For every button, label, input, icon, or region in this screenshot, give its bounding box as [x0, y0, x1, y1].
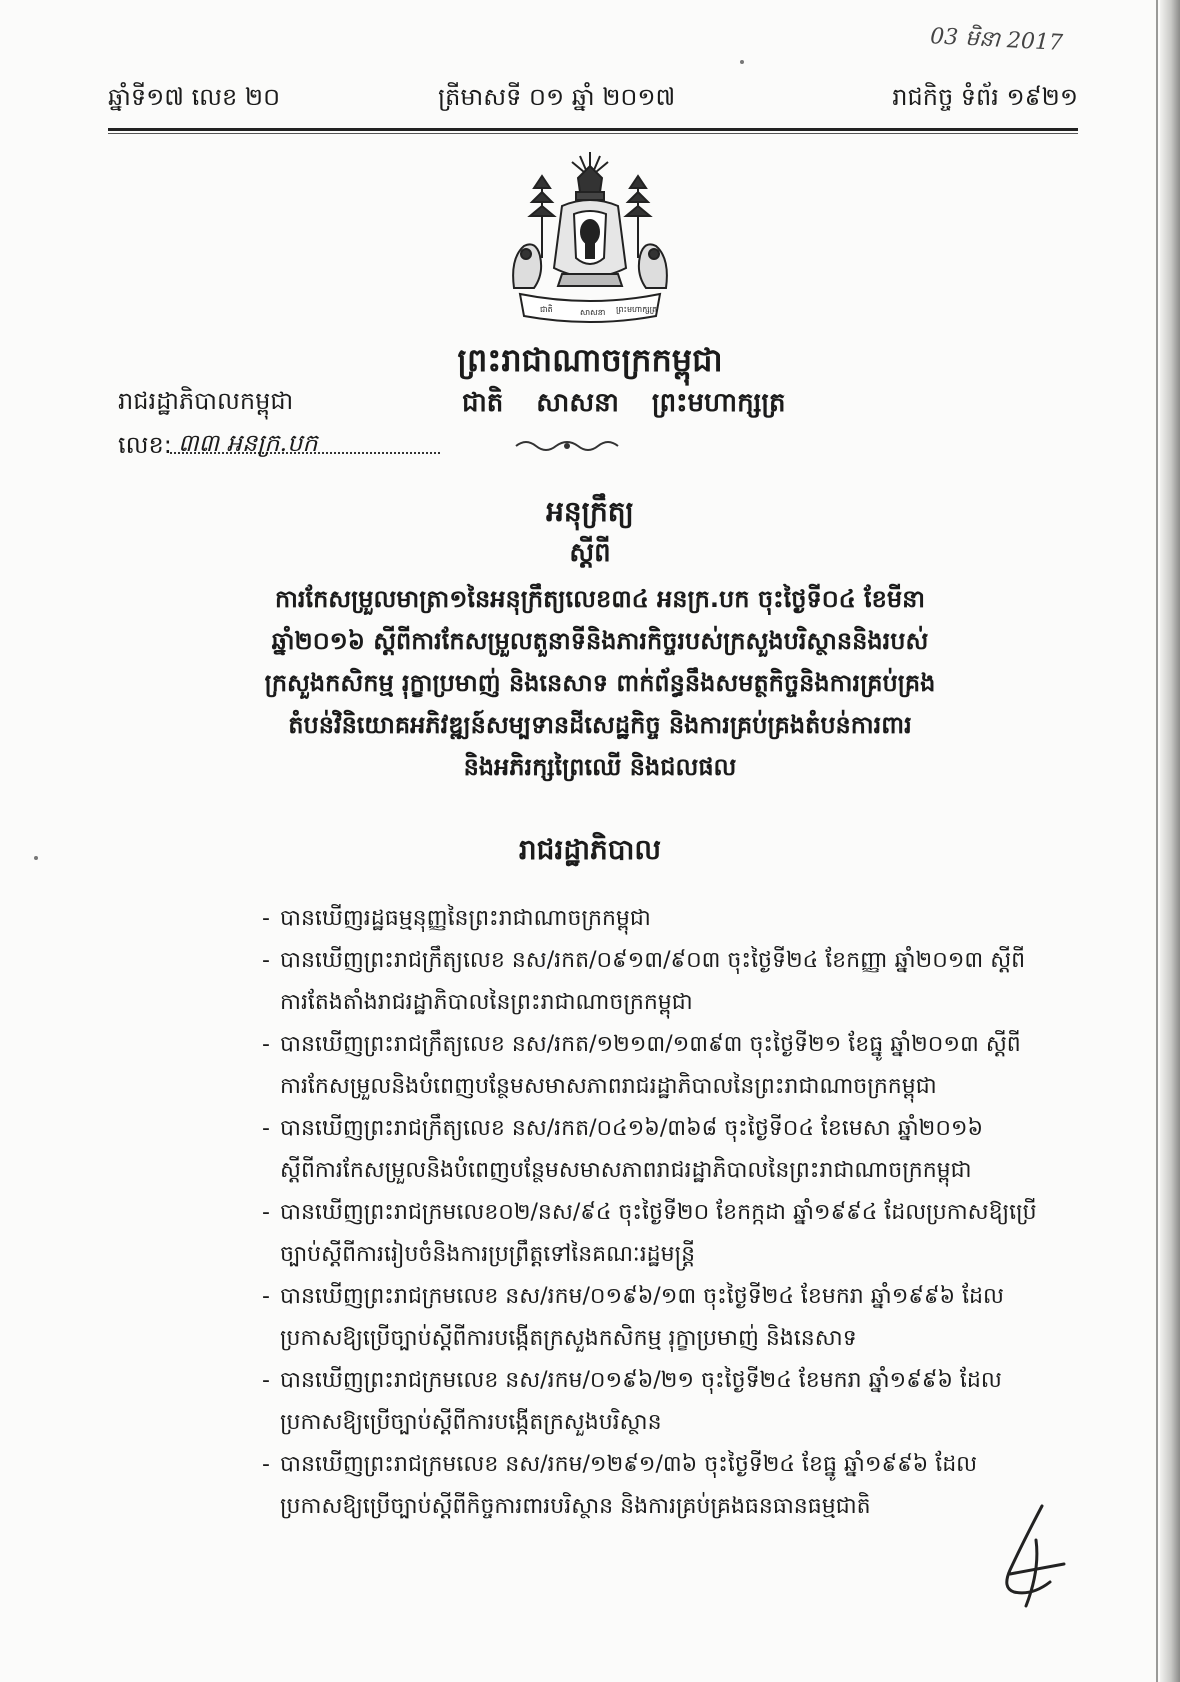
reference-line: ការកែសម្រួលនិងបំពេញបន្ថែមសមាសភាពរាជរដ្ឋាភិបាលនៃព្រះរាជាណាចក្រកម្ពុជា [280, 1074, 937, 1099]
list-dash: - [262, 1284, 270, 1309]
reference-item [262, 1276, 1042, 1360]
reference-line: ប្រកាសឱ្យប្រើច្បាប់ស្តីពីការបង្កើតក្រសួងបរិស្ថាន [280, 1410, 662, 1435]
scan-speck [740, 60, 744, 64]
reference-line: ប្រកាសឱ្យប្រើច្បាប់ស្តីពីការបង្កើតក្រសួងកសិកម្ម រុក្ខាប្រមាញ់ និងនេសាទ [280, 1326, 857, 1351]
reference-item [262, 940, 1042, 1024]
document-subject-intro: ស្តីពី [569, 538, 611, 568]
reference-line: បានឃើញព្រះរាជក្រឹត្យលេខ នស/រកត/១២១៣/១៣៩៣ ចុះថ្ងៃទី២១ ខែធ្នូ ឆ្នាំ២០១៣ ស្តីពី [280, 1032, 1021, 1057]
list-dash: - [262, 1452, 270, 1477]
reference-line: បានឃើញព្រះរាជក្រមលេខ០២/នស/៩៤ ចុះថ្ងៃទី២០ ខែកក្កដា ឆ្នាំ១៩៩៤ ដែលប្រកាសឱ្យប្រើ [280, 1200, 1037, 1225]
reference-line: បានឃើញព្រះរាជក្រមលេខ នស/រកម/១២៩១/៣៦ ចុះថ្ងៃទី២៤ ខែធ្នូ ឆ្នាំ១៩៩៦ ដែល [280, 1452, 978, 1477]
emblem-ribbon-text-1: ជាតិ [540, 305, 553, 314]
reference-line: បានឃើញព្រះរាជក្រឹត្យលេខ នស/រកត/០៩១៣/៩០៣ ចុះថ្ងៃទី២៤ ខែកញ្ញា ឆ្នាំ២០១៣ ស្តីពី [280, 948, 1026, 973]
issuing-authority-heading: រាជរដ្ឋាភិបាល [518, 833, 662, 866]
emblem-ribbon-text-3: ព្រះមហាក្សត្រ [616, 305, 658, 314]
page-edge-line [1156, 0, 1158, 1682]
reference-line: បានឃើញព្រះរាជក្រមលេខ នស/រកម/០១៩៦/១៣ ចុះថ្ងៃទី២៤ ខែមករា ឆ្នាំ១៩៩៦ ដែល [280, 1284, 1004, 1309]
page-edge-shadow [1160, 0, 1180, 1682]
gazette-volume: ឆ្នាំទី១៧ លេខ ២០ [108, 83, 281, 111]
reference-item [262, 1444, 1042, 1528]
reference-line: ប្រកាសឱ្យប្រើច្បាប់ស្តីពីកិច្ចការពារបរិស្ថាន និងការគ្រប់គ្រងធនធានធម្មជាតិ [280, 1494, 871, 1519]
reference-line: បានឃើញព្រះរាជក្រមលេខ នស/រកម/០១៩៦/២១ ចុះថ្ងៃទី២៤ ខែមករា ឆ្នាំ១៩៩៦ ដែល [280, 1368, 1002, 1393]
reference-line: បានឃើញរដ្ឋធម្មនុញ្ញនៃព្រះរាជាណាចក្រកម្ពុជា [280, 906, 651, 931]
list-dash: - [262, 1116, 270, 1141]
kingdom-title: ព្រះរាជាណាចក្រកម្ពុជា [457, 341, 723, 379]
emblem-ribbon-text-2: សាសនា [580, 308, 606, 317]
list-dash: - [262, 1368, 270, 1393]
reference-line: ការតែងតាំងរាជរដ្ឋាភិបាលនៃព្រះរាជាណាចក្រកម្ពុជា [280, 990, 693, 1015]
header-rule-thin [108, 133, 1078, 134]
document-type: អនុក្រឹត្យ [546, 495, 634, 528]
header-rule [108, 128, 1078, 131]
issuing-government: រាជរដ្ឋាភិបាលកម្ពុជា [118, 387, 294, 415]
handwritten-date: 03 មិនា 2017 [929, 24, 1064, 57]
document-title-line: ឆ្នាំ២០១៦ ស្តីពីការកែសម្រួលតួនាទីនិងភារកិច្ចរបស់ក្រសួងបរិស្ថាននិងរបស់ [271, 627, 929, 655]
list-dash: - [262, 906, 270, 931]
motto-ornament-icon [512, 436, 622, 454]
reference-line: បានឃើញព្រះរាជក្រឹត្យលេខ នស/រកត/០៤១៦/៣៦៨ ចុះថ្ងៃទី០៤ ខែមេសា ឆ្នាំ២០១៦ [280, 1116, 984, 1141]
reference-item [262, 898, 1042, 940]
reference-item [262, 1024, 1042, 1108]
gazette-page-number: រាជកិច្ច ទំព័រ ១៩២១ [892, 83, 1078, 111]
scan-speck [34, 856, 38, 860]
national-motto: ជាតិ សាសនា ព្រះមហាក្សត្រ [462, 388, 786, 418]
handwritten-initial-icon [980, 1500, 1070, 1610]
document-title [170, 578, 1030, 788]
gazette-quarter: ត្រីមាសទី ០១ ឆ្នាំ ២០១៧ [438, 83, 676, 111]
document-title-line: ក្រសួងកសិកម្ម រុក្ខាប្រមាញ់ និងនេសាទ ពាក់ព័ន្ធនឹងសមត្ថកិច្ចនិងការគ្រប់គ្រង [264, 669, 936, 697]
document-title-line: តំបន់វិនិយោគអភិវឌ្ឍន៍សម្បទានដីសេដ្ឋកិច្ច និងការគ្រប់គ្រងតំបន់ការពារ [288, 711, 912, 739]
reference-item [262, 1192, 1042, 1276]
list-dash: - [262, 1032, 270, 1057]
document-number-value: ៣៣ អនក្រ.បក [178, 429, 318, 457]
legal-references-list [262, 898, 1042, 1528]
reference-line: ស្តីពីការកែសម្រួលនិងបំពេញបន្ថែមសមាសភាពរាជរដ្ឋាភិបាលនៃព្រះរាជាណាចក្រកម្ពុជា [280, 1158, 972, 1183]
royal-coat-of-arms-icon [500, 148, 680, 323]
reference-item [262, 1108, 1042, 1192]
document-number-label: លេខ: [118, 431, 172, 459]
reference-item [262, 1360, 1042, 1444]
list-dash: - [262, 948, 270, 973]
list-dash: - [262, 1200, 270, 1225]
gazette-header [108, 82, 1078, 126]
document-title-line: ការកែសម្រួលមាត្រា១នៃអនុក្រឹត្យលេខ៣៤ អនក្រ.បក ចុះថ្ងៃទី០៤ ខែមីនា [274, 585, 925, 613]
reference-line: ច្បាប់ស្តីពីការរៀបចំនិងការប្រព្រឹត្តទៅនៃគណៈរដ្ឋមន្ត្រី [280, 1242, 696, 1267]
document-title-line: និងអភិរក្សព្រៃឈើ និងជលផល [463, 753, 737, 781]
